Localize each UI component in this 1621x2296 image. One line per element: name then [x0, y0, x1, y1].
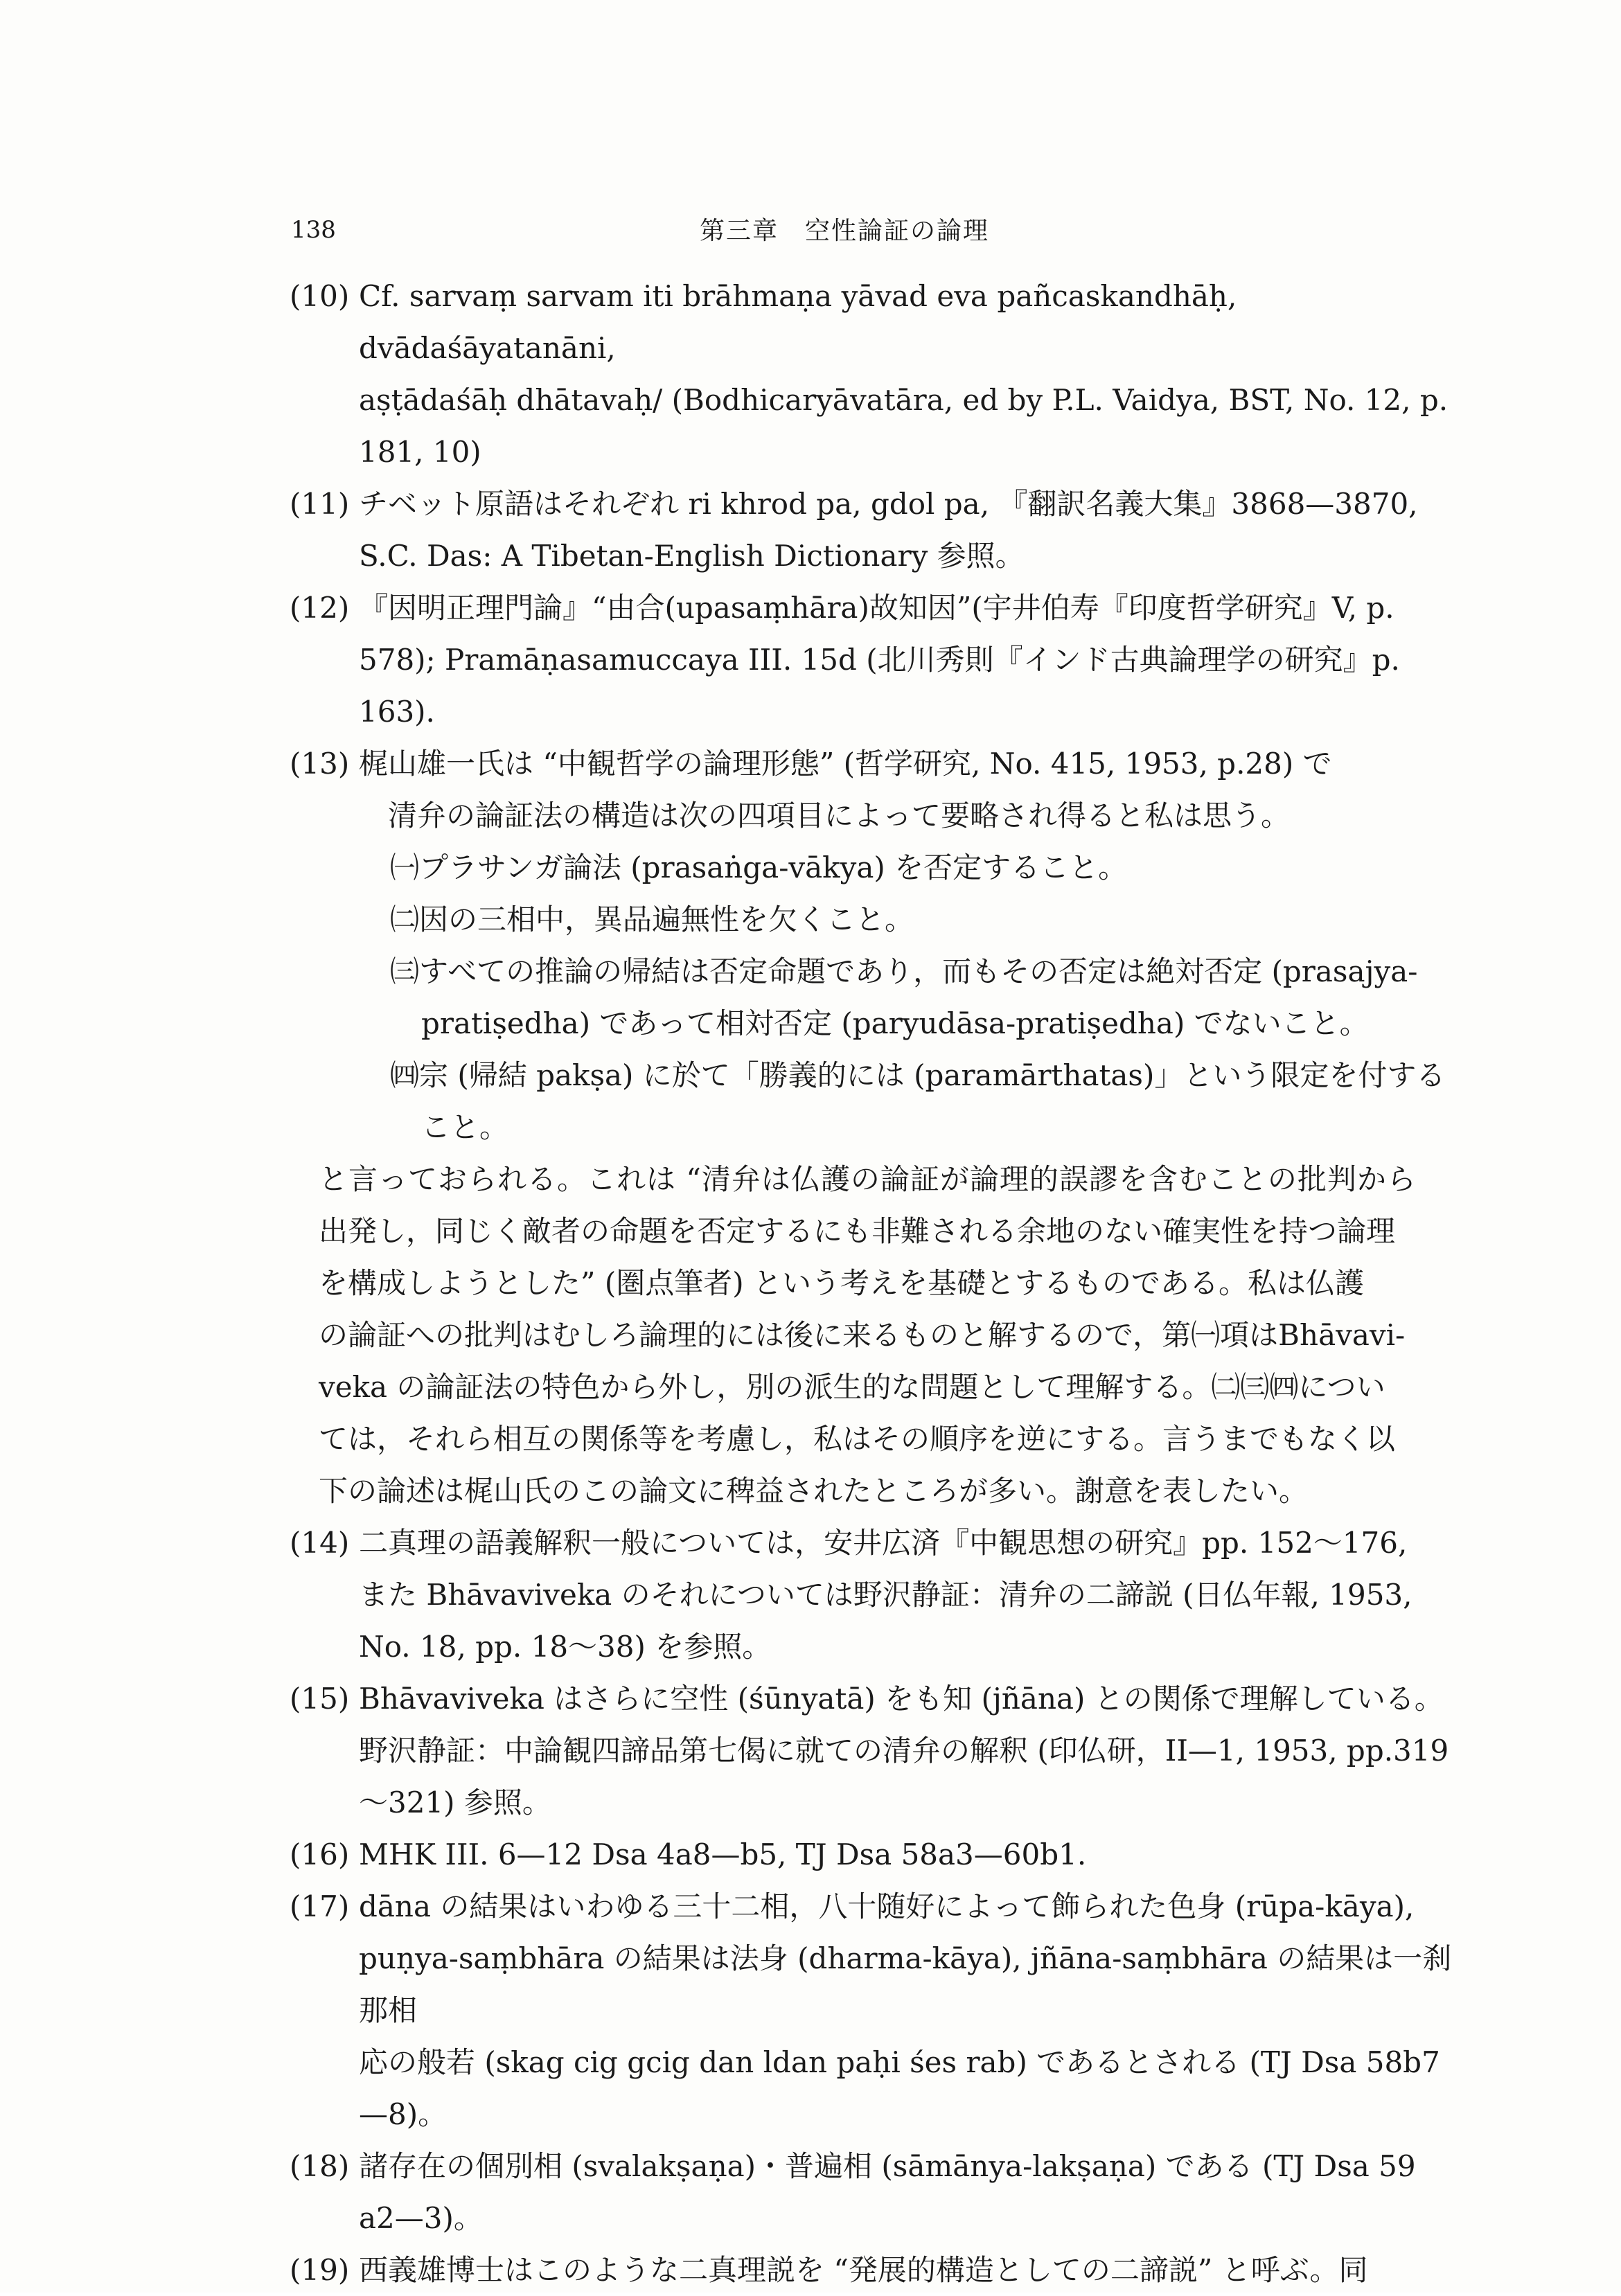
paragraph-line: veka の論証法の特色から外し，別の派生的な問題として理解する。㈡㈢㈣につい: [319, 1370, 1385, 1404]
running-title: 第三章 空性論証の論理: [700, 217, 990, 245]
paragraph-line: と言っておられる。これは “清弁は仏護の論証が論理的誤謬を含むことの批判から: [319, 1162, 1417, 1196]
note-13-continuation: [290, 1153, 1453, 1517]
paragraph-line: ては，それら相互の関係等を考慮し，私はその順序を逆にする。言うまでもなく以: [319, 1422, 1396, 1456]
note-17: [290, 1880, 1453, 2140]
note-13: [290, 738, 1453, 1153]
note-line: 野沢静証：中論観四諦品第七偈に就ての清弁の解釈 (印仏研，II—1, 1953, pp.319: [359, 1734, 1449, 1768]
note-line: —8)。: [359, 2097, 448, 2131]
note-line: 〜321) 参照。: [359, 1786, 551, 1819]
paragraph-line: を構成しようとした” (圏点筆者) という考えを基礎とするものである。私は仏護: [319, 1266, 1364, 1300]
footnotes: [290, 270, 1453, 2296]
list-item: ㈡因の三相中，異品遍無性を欠くこと。: [390, 902, 914, 936]
note-line: 『因明正理門論』“由合(upasaṃhāra)故知因”(宇井伯寿『印度哲学研究』V, p.: [359, 591, 1394, 625]
note-19: [290, 2244, 1453, 2296]
note-line: 梶山雄一氏は “中観哲学の論理形態” (哲学研究, No. 415, 1953, p.28) で: [359, 747, 1332, 781]
note-line: S.C. Das: A Tibetan-English Dictionary 参照。: [359, 539, 1025, 573]
note-14: [290, 1517, 1453, 1673]
note-line: 清弁の論証法の構造は次の四項目によって要略され得ると私は思う。: [388, 799, 1291, 833]
list-item: ㈢すべての推論の帰結は否定命題であり，而もその否定は絶対否定 (prasajya-: [390, 954, 1418, 988]
list-item-continuation: pratiṣedha) であって相対否定 (paryudāsa-pratiṣedha) でないこと。: [421, 1006, 1369, 1040]
note-16: [290, 1828, 1453, 1880]
note-number: (15): [290, 1682, 350, 1716]
note-number: (11): [290, 487, 350, 521]
note-line: チベット原語はそれぞれ ri khrod pa, gdol pa, 『翻訳名義大集』3868—3870,: [359, 487, 1418, 521]
list-item: ㈣宗 (帰結 pakṣa) に於て「勝義的には (paramārthatas)」という限定を付する: [390, 1058, 1446, 1092]
note-number: (18): [290, 2149, 350, 2183]
list-item: ㈠プラサンガ論法 (prasaṅga-vākya) を否定すること。: [390, 851, 1128, 884]
note-number: (12): [290, 591, 350, 625]
note-12: [290, 582, 1453, 738]
note-15: [290, 1673, 1453, 1828]
note-line: a2—3)。: [359, 2201, 483, 2235]
note-line: MHK III. 6—12 Dsa 4a8—b5, TJ Dsa 58a3—60b1.: [359, 1837, 1087, 1871]
note-line: aṣṭādaśāḥ dhātavaḥ/ (Bodhicaryāvatāra, ed by P.L. Vaidya, BST, No. 12, p.: [359, 383, 1449, 417]
note-line: Bhāvaviveka はさらに空性 (śūnyatā) をも知 (jñāna) との関係で理解している。: [359, 1682, 1444, 1716]
note-number: (10): [290, 279, 350, 313]
list-item-continuation: こと。: [421, 1110, 509, 1144]
note-number: (14): [290, 1526, 350, 1560]
note-line: 578); Pramāṇasamuccaya III. 15d (北川秀則『インド古典論理学の研究』p. 163).: [359, 643, 1400, 729]
note-number: (16): [290, 1837, 350, 1871]
note-line: No. 18, pp. 18〜38) を参照。: [359, 1630, 772, 1664]
note-line: また Bhāvaviveka のそれについては野沢静証：清弁の二諦説 (日仏年報, 1953,: [359, 1578, 1412, 1612]
note-number: (19): [290, 2253, 350, 2287]
note-line: dāna の結果はいわゆる三十二相，八十随好によって飾られた色身 (rūpa-kāya),: [359, 1889, 1415, 1923]
page-number: 138: [291, 216, 336, 244]
note-18: [290, 2140, 1453, 2244]
paragraph-line: 下の論述は梶山氏のこの論文に稗益されたところが多い。謝意を表したい。: [319, 1474, 1309, 1508]
paragraph-line: 出発し，同じく敵者の命題を否定するにも非難される余地のない確実性を持つ論理: [319, 1214, 1396, 1248]
note-line: 諸存在の個別相 (svalakṣaṇa)・普遍相 (sāmānya-lakṣaṇa) である (TJ Dsa 59: [359, 2149, 1416, 2183]
note-number: (17): [290, 1889, 350, 1923]
note-10: [290, 270, 1453, 478]
note-11: [290, 478, 1453, 582]
note-line: puṇya-saṃbhāra の結果は法身 (dharma-kāya), jñāna-saṃbhāra の結果は一刹那相: [359, 1941, 1452, 2027]
note-line: 二真理の語義解釈一般については，安井広済『中観思想の研究』pp. 152〜176,: [359, 1526, 1408, 1560]
note-line: 西義雄博士はこのような二真理説を “発展的構造としての二諦説” と呼ぶ。同: [359, 2253, 1368, 2287]
note-number: (13): [290, 747, 350, 781]
note-line: Cf. sarvaṃ sarvam iti brāhmaṇa yāvad eva pañcaskandhāḥ, dvādaśāyatanāni,: [359, 279, 1237, 365]
note-line: 181, 10): [359, 435, 481, 469]
note-line: 応の般若 (skag cig gcig dan ldan paḥi śes rab) であるとされる (TJ Dsa 58b7: [359, 2045, 1440, 2079]
paragraph-line: の論証への批判はむしろ論理的には後に来るものと解するので，第㈠項はBhāvavi-: [319, 1318, 1406, 1352]
